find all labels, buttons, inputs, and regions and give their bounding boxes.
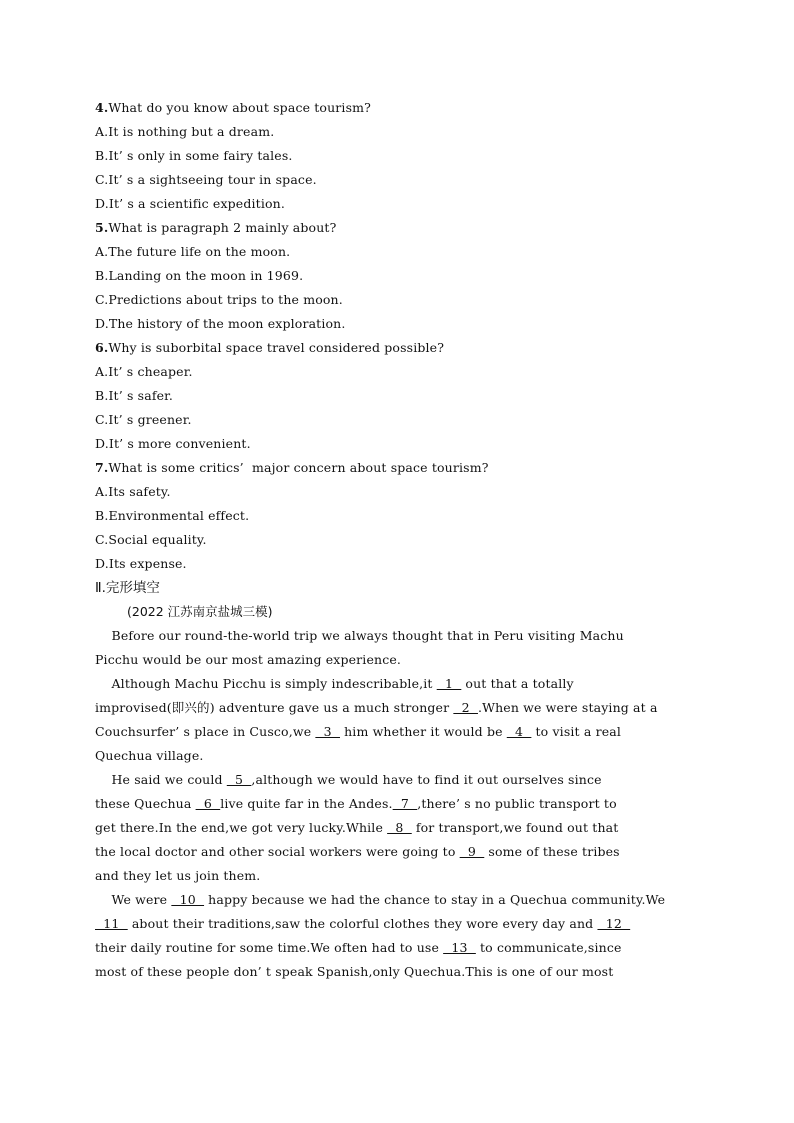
question-4-option-b: B.It’ s only in some fairy tales. — [95, 148, 293, 163]
question-6-option-d: D.It’ s more convenient. — [95, 436, 251, 451]
passage-text: some of these tribes — [484, 844, 620, 859]
question-7-option-c: C.Social equality. — [95, 532, 207, 547]
question-text: Why is suborbital space travel considered possible? — [108, 340, 445, 355]
passage-line — [95, 820, 618, 836]
passage-line — [95, 796, 617, 812]
question-7-option-a: A.Its safety. — [95, 484, 171, 499]
question-number: 5. — [95, 220, 109, 235]
question-7-option-b: B.Environmental effect. — [95, 508, 250, 523]
question-text: What do you know about space tourism? — [108, 100, 372, 115]
passage-text: these Quechua — [95, 796, 196, 811]
passage-text: the local doctor and other social workers were going to — [95, 844, 460, 859]
passage-text: happy because we had the chance to stay in a Quechua community.We — [204, 892, 670, 907]
passage-text: Although Machu Picchu is simply indescribable,it — [95, 676, 437, 691]
passage-text: ,there’ s no public transport to — [417, 796, 617, 811]
blank-13: 13 — [443, 940, 476, 955]
question-number: 4. — [95, 100, 109, 115]
section-source: (2022 江苏南京盐城三模) — [127, 604, 273, 619]
passage-line — [95, 940, 622, 956]
passage-text: to visit a real — [531, 724, 621, 739]
passage-line: and they let us join them. — [95, 868, 261, 883]
question-4-option-c: C.It’ s a sightseeing tour in space. — [95, 172, 317, 187]
passage-line: Quechua village. — [95, 748, 204, 763]
question-6-option-b: B.It’ s safer. — [95, 388, 174, 403]
passage-line: Picchu would be our most amazing experience. — [95, 652, 402, 667]
blank-5: 5 — [226, 772, 252, 787]
passage-line — [95, 772, 602, 788]
passage-text: We were — [95, 892, 172, 907]
passage-text: him whether it would be — [339, 724, 507, 739]
passage-line — [95, 916, 630, 932]
passage-line: most of these people don’ t speak Spanish,only Quechua.This is one of our most — [95, 964, 614, 979]
passage-text: for transport,we found out that — [411, 820, 619, 835]
passage-text: out that a totally — [461, 676, 574, 691]
passage-text: Couchsurfer’ s place in Cusco,we — [95, 724, 316, 739]
question-6-option-a: A.It’ s cheaper. — [95, 364, 193, 379]
blank-11: 11 — [95, 916, 128, 931]
passage-text: .When we were staying at a — [477, 700, 658, 715]
passage-text: about their traditions,saw the colorful clothes they wore every day and — [127, 916, 598, 931]
question-4-option-d: D.It’ s a scientific expedition. — [95, 196, 285, 211]
blank-8: 8 — [387, 820, 412, 835]
blank-7: 7 — [392, 796, 418, 811]
question-7-stem — [95, 460, 489, 476]
passage-text: live quite far in the Andes. — [220, 796, 393, 811]
passage-line — [95, 892, 669, 908]
question-number: 6. — [95, 340, 109, 355]
question-7-option-d: D.Its expense. — [95, 556, 187, 571]
blank-2: 2 — [453, 700, 478, 715]
passage-line — [95, 676, 574, 692]
question-5-stem — [95, 220, 336, 236]
blank-9: 9 — [459, 844, 485, 859]
blank-3: 3 — [315, 724, 340, 739]
blank-1: 1 — [436, 676, 462, 691]
passage-text: to communicate,since — [475, 940, 622, 955]
question-4-option-a: A.It is nothing but a dream. — [95, 124, 275, 139]
passage-line: Before our round-the-world trip we always thought that in Peru visiting Machu — [95, 628, 624, 643]
question-number: 7. — [95, 460, 109, 475]
question-4-stem — [95, 100, 371, 116]
blank-4: 4 — [506, 724, 532, 739]
blank-10: 10 — [171, 892, 205, 907]
passage-line — [95, 700, 658, 716]
passage-text: improvised(即兴的) adventure gave us a much stronger — [95, 700, 454, 715]
question-6-option-c: C.It’ s greener. — [95, 412, 192, 427]
section-title: Ⅱ.完形填空 — [95, 580, 160, 596]
question-5-option-d: D.The history of the moon exploration. — [95, 316, 346, 331]
passage-text: get there.In the end,we got very lucky.While — [95, 820, 388, 835]
blank-12: 12 — [597, 916, 631, 931]
passage-line — [95, 844, 620, 860]
question-text: What is paragraph 2 mainly about? — [108, 220, 337, 235]
question-text: What is some critics’ major concern about space tourism? — [108, 460, 489, 475]
question-5-option-b: B.Landing on the moon in 1969. — [95, 268, 304, 283]
passage-text: their daily routine for some time.We often had to use — [95, 940, 444, 955]
blank-6: 6 — [195, 796, 221, 811]
passage-text: ,although we would have to find it out ourselves since — [251, 772, 602, 787]
question-6-stem — [95, 340, 444, 356]
passage-line — [95, 724, 621, 740]
question-5-option-c: C.Predictions about trips to the moon. — [95, 292, 343, 307]
question-5-option-a: A.The future life on the moon. — [95, 244, 291, 259]
passage-text: He said we could — [95, 772, 227, 787]
